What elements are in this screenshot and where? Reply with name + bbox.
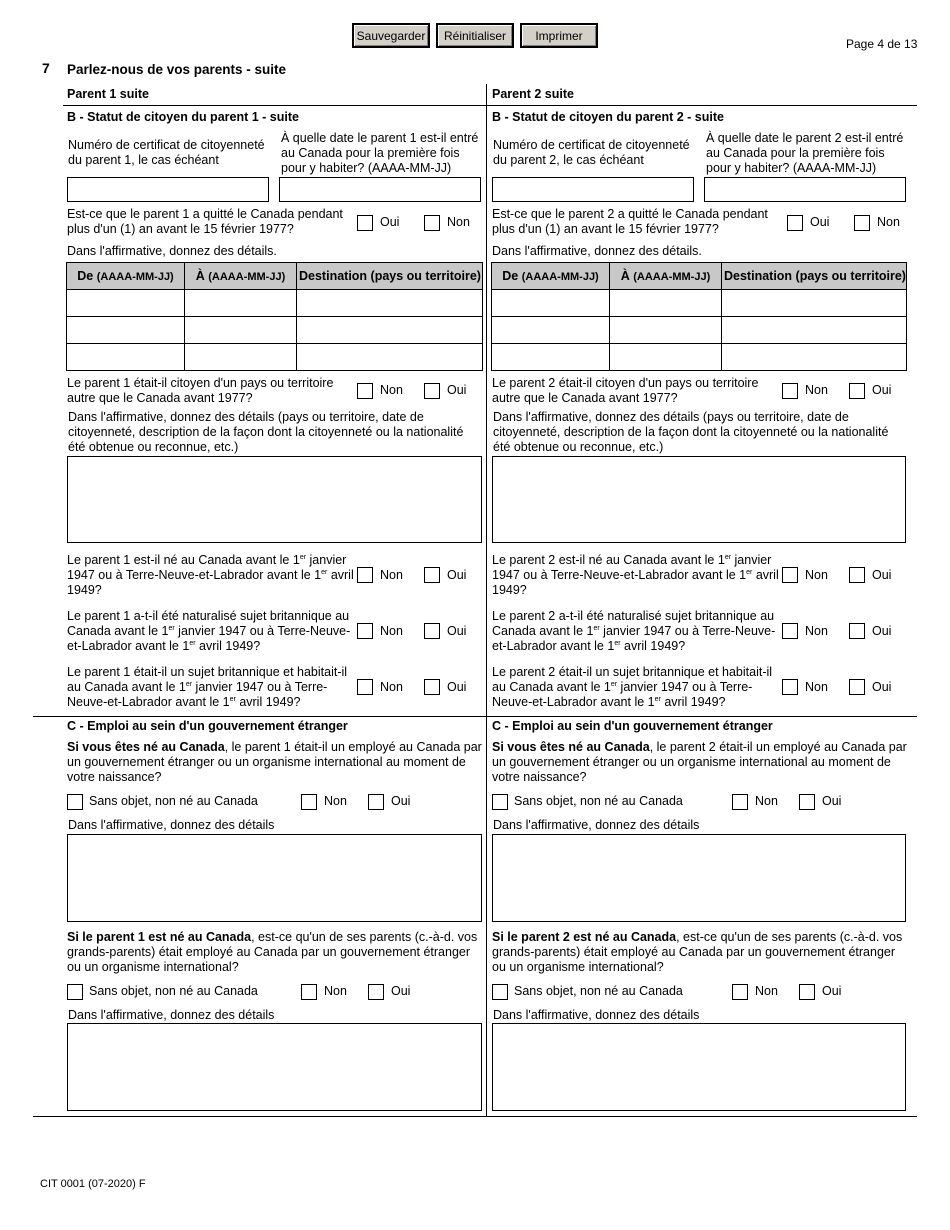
q-text: janvier 1947 ou à Terre-Neuve-et-Labrador avant le 1 <box>492 680 753 709</box>
table-cell[interactable] <box>185 344 297 371</box>
parent2-trips-table <box>491 262 907 371</box>
yes-label: Oui <box>822 984 842 998</box>
table-row <box>492 290 907 317</box>
q-text: Le parent 1 a-t-il été naturalisé sujet britannique au Canada avant le 1 <box>67 609 350 638</box>
ordinal: er <box>185 680 193 688</box>
no-label: Non <box>380 680 403 694</box>
section-number: 7 <box>42 60 50 76</box>
column-divider <box>486 84 487 1117</box>
parent2-naturalized-yes-checkbox[interactable] <box>849 623 865 639</box>
yes-label: Oui <box>380 215 400 229</box>
q-bold: Si vous êtes né au Canada <box>492 740 650 754</box>
col-to-header <box>610 263 722 290</box>
parent2-gp-no-checkbox[interactable] <box>732 984 748 1000</box>
table-cell[interactable] <box>722 317 907 344</box>
no-label: Non <box>805 624 828 638</box>
yes-label: Oui <box>447 383 467 397</box>
yes-label: Oui <box>872 383 892 397</box>
q-text: janvier 1947 ou à Terre-Neuve-et-Labrador avant le 1 <box>67 624 351 653</box>
q-text: avril 1949? <box>660 695 726 709</box>
q-bold: Si le parent 2 est né au Canada <box>492 930 677 944</box>
q-text: avril 1949? <box>620 639 686 653</box>
parent2-naturalized-question <box>492 609 782 654</box>
ordinal: er <box>614 639 621 647</box>
yes-label: Oui <box>822 794 842 808</box>
no-label: Non <box>805 383 828 397</box>
q-text: , est-ce qu'un de ses parents (c.-à-d. vos grands-parents) était employé au Canada par un gouvernement étranger ou un organisme international? <box>67 930 478 974</box>
parent1-gp-no-checkbox[interactable] <box>301 984 317 1000</box>
q-text: janvier 1947 ou à Terre-Neuve-et-Labrador avant le 1 <box>492 624 776 653</box>
parent1-emp-details-input[interactable] <box>67 834 482 922</box>
ordinal: er <box>593 624 600 632</box>
parent1-citizen-no-checkbox[interactable] <box>357 383 373 399</box>
yes-label: Oui <box>447 568 467 582</box>
na-label: Sans objet, non né au Canada <box>89 794 258 808</box>
parent1-naturalized-yes-checkbox[interactable] <box>424 623 440 639</box>
no-label: Non <box>324 794 347 808</box>
parent2-born-no-checkbox[interactable] <box>782 567 798 583</box>
no-label: Non <box>755 794 778 808</box>
q-bold: Si le parent 1 est né au Canada <box>67 930 252 944</box>
parent1-emp-yes-checkbox[interactable] <box>368 794 384 810</box>
parent2-emp-details-input[interactable] <box>492 834 906 922</box>
parent1-grandparent-question <box>67 930 483 975</box>
ordinal: er <box>321 568 328 576</box>
parent1-naturalized-no-checkbox[interactable] <box>357 623 373 639</box>
no-label: Non <box>877 215 900 229</box>
ordinal: er <box>654 695 661 703</box>
table-row <box>67 317 483 344</box>
parent1-cert-label: Numéro de certificat de citoyenneté du parent 1, le cas échéant <box>68 138 265 167</box>
ordinal: er <box>168 624 175 632</box>
parent2-entry-label: À quelle date le parent 2 est-il entré au Canada pour la première fois pour y habiter? (AAAA-MM-JJ) <box>706 131 904 175</box>
q-text: , le parent 2 était-il un employé au Canada par un gouvernement étranger ou un organisme international au moment de votre naissance? <box>492 740 907 784</box>
parent1-entry-label: À quelle date le parent 1 est-il entré au Canada pour la première fois pour y habiter? (AAAA-MM-JJ) <box>281 131 479 175</box>
parent2-left-canada-question: Est-ce que le parent 2 a quitté le Canada pendant plus d'un (1) an avant le 15 février 1977? <box>492 207 768 236</box>
parent2-british-subject-question <box>492 665 782 710</box>
parent1-left-yes-checkbox[interactable] <box>357 215 373 231</box>
q-text: Le parent 1 était-il un sujet britannique et habitait-il au Canada avant le 1 <box>67 665 348 694</box>
table-cell[interactable] <box>297 344 483 371</box>
yes-label: Oui <box>447 624 467 638</box>
parent2-entry-date-input[interactable] <box>704 177 906 202</box>
parent2-citizen-yes-checkbox[interactable] <box>849 383 865 399</box>
page-number: Page 4 de 13 <box>846 37 918 51</box>
q-text: avril 1949? <box>492 568 779 597</box>
parent1-emp-na-checkbox[interactable] <box>67 794 83 810</box>
parent2-cert-label: Numéro de certificat de citoyenneté du parent 2, le cas échéant <box>493 138 690 167</box>
q-text: , le parent 1 était-il un employé au Canada par un gouvernement étranger ou un organisme international au moment de votre naissance? <box>67 740 482 784</box>
bottom-rule <box>33 1116 917 1117</box>
parent2-gp-details-label: Dans l'affirmative, donnez des détails <box>493 1008 700 1022</box>
parent2-british-no-checkbox[interactable] <box>782 679 798 695</box>
reset-button[interactable]: Réinitialiser <box>436 23 514 48</box>
save-button[interactable]: Sauvegarder <box>352 23 430 48</box>
parent1-gp-yes-checkbox[interactable] <box>368 984 384 1000</box>
parent2-citizen-question: Le parent 2 était-il citoyen d'un pays ou territoire autre que le Canada avant 1977? <box>492 376 759 405</box>
parent2-born-yes-checkbox[interactable] <box>849 567 865 583</box>
parent1-born-yes-checkbox[interactable] <box>424 567 440 583</box>
yes-label: Oui <box>810 215 830 229</box>
parent1-citizen-yes-checkbox[interactable] <box>424 383 440 399</box>
parent1-b-heading: B - Statut de citoyen du parent 1 - suite <box>67 110 299 124</box>
col-destination-header: Destination (pays ou territoire) <box>722 263 907 290</box>
q-text: janvier 1947 ou à Terre-Neuve-et-Labrador avant le 1 <box>67 553 347 582</box>
table-cell[interactable] <box>610 317 722 344</box>
table-cell[interactable] <box>67 317 185 344</box>
parent2-emp-no-checkbox[interactable] <box>732 794 748 810</box>
table-cell[interactable] <box>67 290 185 317</box>
parent1-heading: Parent 1 suite <box>67 87 149 101</box>
header-rule <box>63 105 917 106</box>
parent1-entry-date-input[interactable] <box>279 177 481 202</box>
parent1-details-label: Dans l'affirmative, donnez des détails. <box>67 244 277 258</box>
table-cell[interactable] <box>722 290 907 317</box>
no-label: Non <box>380 383 403 397</box>
parent2-employment-question <box>492 740 908 785</box>
q-text: Le parent 2 était-il un sujet britannique et habitait-il au Canada avant le 1 <box>492 665 773 694</box>
parent2-cert-input[interactable] <box>492 177 694 202</box>
parent2-emp-details-label: Dans l'affirmative, donnez des détails <box>493 818 700 832</box>
parent1-british-no-checkbox[interactable] <box>357 679 373 695</box>
parent1-emp-details-label: Dans l'affirmative, donnez des détails <box>68 818 275 832</box>
no-label: Non <box>447 215 470 229</box>
parent1-gp-na-checkbox[interactable] <box>67 984 83 1000</box>
parent2-gp-details-input[interactable] <box>492 1023 906 1111</box>
col-from-label: De <box>77 269 94 283</box>
na-label: Sans objet, non né au Canada <box>514 984 683 998</box>
q-text: avril 1949? <box>195 639 261 653</box>
table-row <box>67 344 483 371</box>
parent1-british-subject-question <box>67 665 357 710</box>
q-text: Le parent 1 est-il né au Canada avant le 1 <box>67 553 300 567</box>
parent1-cert-input[interactable] <box>67 177 269 202</box>
parent2-heading: Parent 2 suite <box>492 87 574 101</box>
parent1-left-canada-question: Est-ce que le parent 1 a quitté le Canada pendant plus d'un (1) an avant le 15 février 1977? <box>67 207 343 236</box>
yes-label: Oui <box>872 568 892 582</box>
no-label: Non <box>755 984 778 998</box>
parent2-emp-na-checkbox[interactable] <box>492 794 508 810</box>
parent1-gp-details-label: Dans l'affirmative, donnez des détails <box>68 1008 275 1022</box>
section-c-rule <box>33 716 917 717</box>
date-format: (AAAA-MM-JJ) <box>521 271 599 283</box>
ordinal: er <box>299 553 307 561</box>
parent2-left-no-checkbox[interactable] <box>854 215 870 231</box>
q-text: Le parent 2 est-il né au Canada avant le 1 <box>492 553 725 567</box>
parent2-born-question <box>492 553 782 598</box>
table-row <box>492 344 907 371</box>
parent1-born-question <box>67 553 357 598</box>
col-from-label: De <box>502 269 519 283</box>
col-to-label: À <box>195 269 205 283</box>
table-cell[interactable] <box>492 344 610 371</box>
table-cell[interactable] <box>492 290 610 317</box>
date-format: (AAAA-MM-JJ) <box>96 271 174 283</box>
table-cell[interactable] <box>492 317 610 344</box>
q-text: , est-ce qu'un de ses parents (c.-à-d. vos grands-parents) était employé au Canada par un gouvernement étranger ou un organisme international? <box>492 930 903 974</box>
parent1-c-heading: C - Emploi au sein d'un gouvernement étranger <box>67 719 348 733</box>
parent2-b-heading: B - Statut de citoyen du parent 2 - suite <box>492 110 724 124</box>
yes-label: Oui <box>872 624 892 638</box>
table-row <box>492 317 907 344</box>
q-text: avril 1949? <box>67 568 354 597</box>
table-row <box>67 290 483 317</box>
col-to-label: À <box>620 269 630 283</box>
ordinal: er <box>724 553 732 561</box>
ordinal: er <box>610 680 618 688</box>
parent2-citizen-details-label: Dans l'affirmative, donnez des détails (pays ou territoire, date de citoyenneté, description de la façon dont la citoyenneté ou la nationalité été obtenue ou reconnue, etc.) <box>493 410 889 454</box>
ordinal: er <box>189 639 196 647</box>
ordinal: er <box>229 695 236 703</box>
table-cell[interactable] <box>722 344 907 371</box>
date-format: (AAAA-MM-JJ) <box>208 271 286 283</box>
parent1-left-no-checkbox[interactable] <box>424 215 440 231</box>
table-cell[interactable] <box>185 317 297 344</box>
parent1-citizen-details-label: Dans l'affirmative, donnez des détails (pays ou territoire, date de citoyenneté, description de la façon dont la citoyenneté ou la nationalité été obtenue ou reconnue, etc.) <box>68 410 464 454</box>
col-to-header <box>185 263 297 290</box>
parent1-emp-no-checkbox[interactable] <box>301 794 317 810</box>
parent2-c-heading: C - Emploi au sein d'un gouvernement étranger <box>492 719 773 733</box>
section-title: Parlez-nous de vos parents - suite <box>67 62 287 77</box>
no-label: Non <box>380 624 403 638</box>
no-label: Non <box>380 568 403 582</box>
parent1-trips-table <box>66 262 483 371</box>
table-cell[interactable] <box>297 317 483 344</box>
yes-label: Oui <box>872 680 892 694</box>
table-cell[interactable] <box>610 290 722 317</box>
parent1-gp-details-input[interactable] <box>67 1023 482 1111</box>
col-from-header <box>492 263 610 290</box>
parent2-gp-yes-checkbox[interactable] <box>799 984 815 1000</box>
col-from-header <box>67 263 185 290</box>
parent2-naturalized-no-checkbox[interactable] <box>782 623 798 639</box>
parent2-british-yes-checkbox[interactable] <box>849 679 865 695</box>
yes-label: Oui <box>391 794 411 808</box>
na-label: Sans objet, non né au Canada <box>89 984 258 998</box>
parent2-citizen-no-checkbox[interactable] <box>782 383 798 399</box>
q-bold: Si vous êtes né au Canada <box>67 740 225 754</box>
parent1-naturalized-question <box>67 609 357 654</box>
yes-label: Oui <box>391 984 411 998</box>
ordinal: er <box>746 568 753 576</box>
q-text: janvier 1947 ou à Terre-Neuve-et-Labrador avant le 1 <box>492 553 772 582</box>
parent1-born-no-checkbox[interactable] <box>357 567 373 583</box>
no-label: Non <box>805 680 828 694</box>
na-label: Sans objet, non né au Canada <box>514 794 683 808</box>
parent2-grandparent-question <box>492 930 908 975</box>
parent1-citizen-question: Le parent 1 était-il citoyen d'un pays ou territoire autre que le Canada avant 1977? <box>67 376 334 405</box>
q-text: janvier 1947 ou à Terre-Neuve-et-Labrador avant le 1 <box>67 680 328 709</box>
table-cell[interactable] <box>67 344 185 371</box>
no-label: Non <box>805 568 828 582</box>
parent2-left-yes-checkbox[interactable] <box>787 215 803 231</box>
form-code: CIT 0001 (07-2020) F <box>40 1178 146 1190</box>
q-text: Le parent 2 a-t-il été naturalisé sujet britannique au Canada avant le 1 <box>492 609 775 638</box>
parent1-citizen-details-input[interactable] <box>67 456 482 543</box>
table-cell[interactable] <box>185 290 297 317</box>
table-cell[interactable] <box>610 344 722 371</box>
parent1-british-yes-checkbox[interactable] <box>424 679 440 695</box>
col-destination-header: Destination (pays ou territoire) <box>297 263 483 290</box>
parent2-citizen-details-input[interactable] <box>492 456 906 543</box>
table-cell[interactable] <box>297 290 483 317</box>
date-format: (AAAA-MM-JJ) <box>633 271 711 283</box>
parent2-gp-na-checkbox[interactable] <box>492 984 508 1000</box>
parent2-details-label: Dans l'affirmative, donnez des détails. <box>492 244 702 258</box>
no-label: Non <box>324 984 347 998</box>
parent2-emp-yes-checkbox[interactable] <box>799 794 815 810</box>
yes-label: Oui <box>447 680 467 694</box>
parent1-employment-question <box>67 740 483 785</box>
q-text: avril 1949? <box>235 695 301 709</box>
print-button[interactable]: Imprimer <box>520 23 598 48</box>
